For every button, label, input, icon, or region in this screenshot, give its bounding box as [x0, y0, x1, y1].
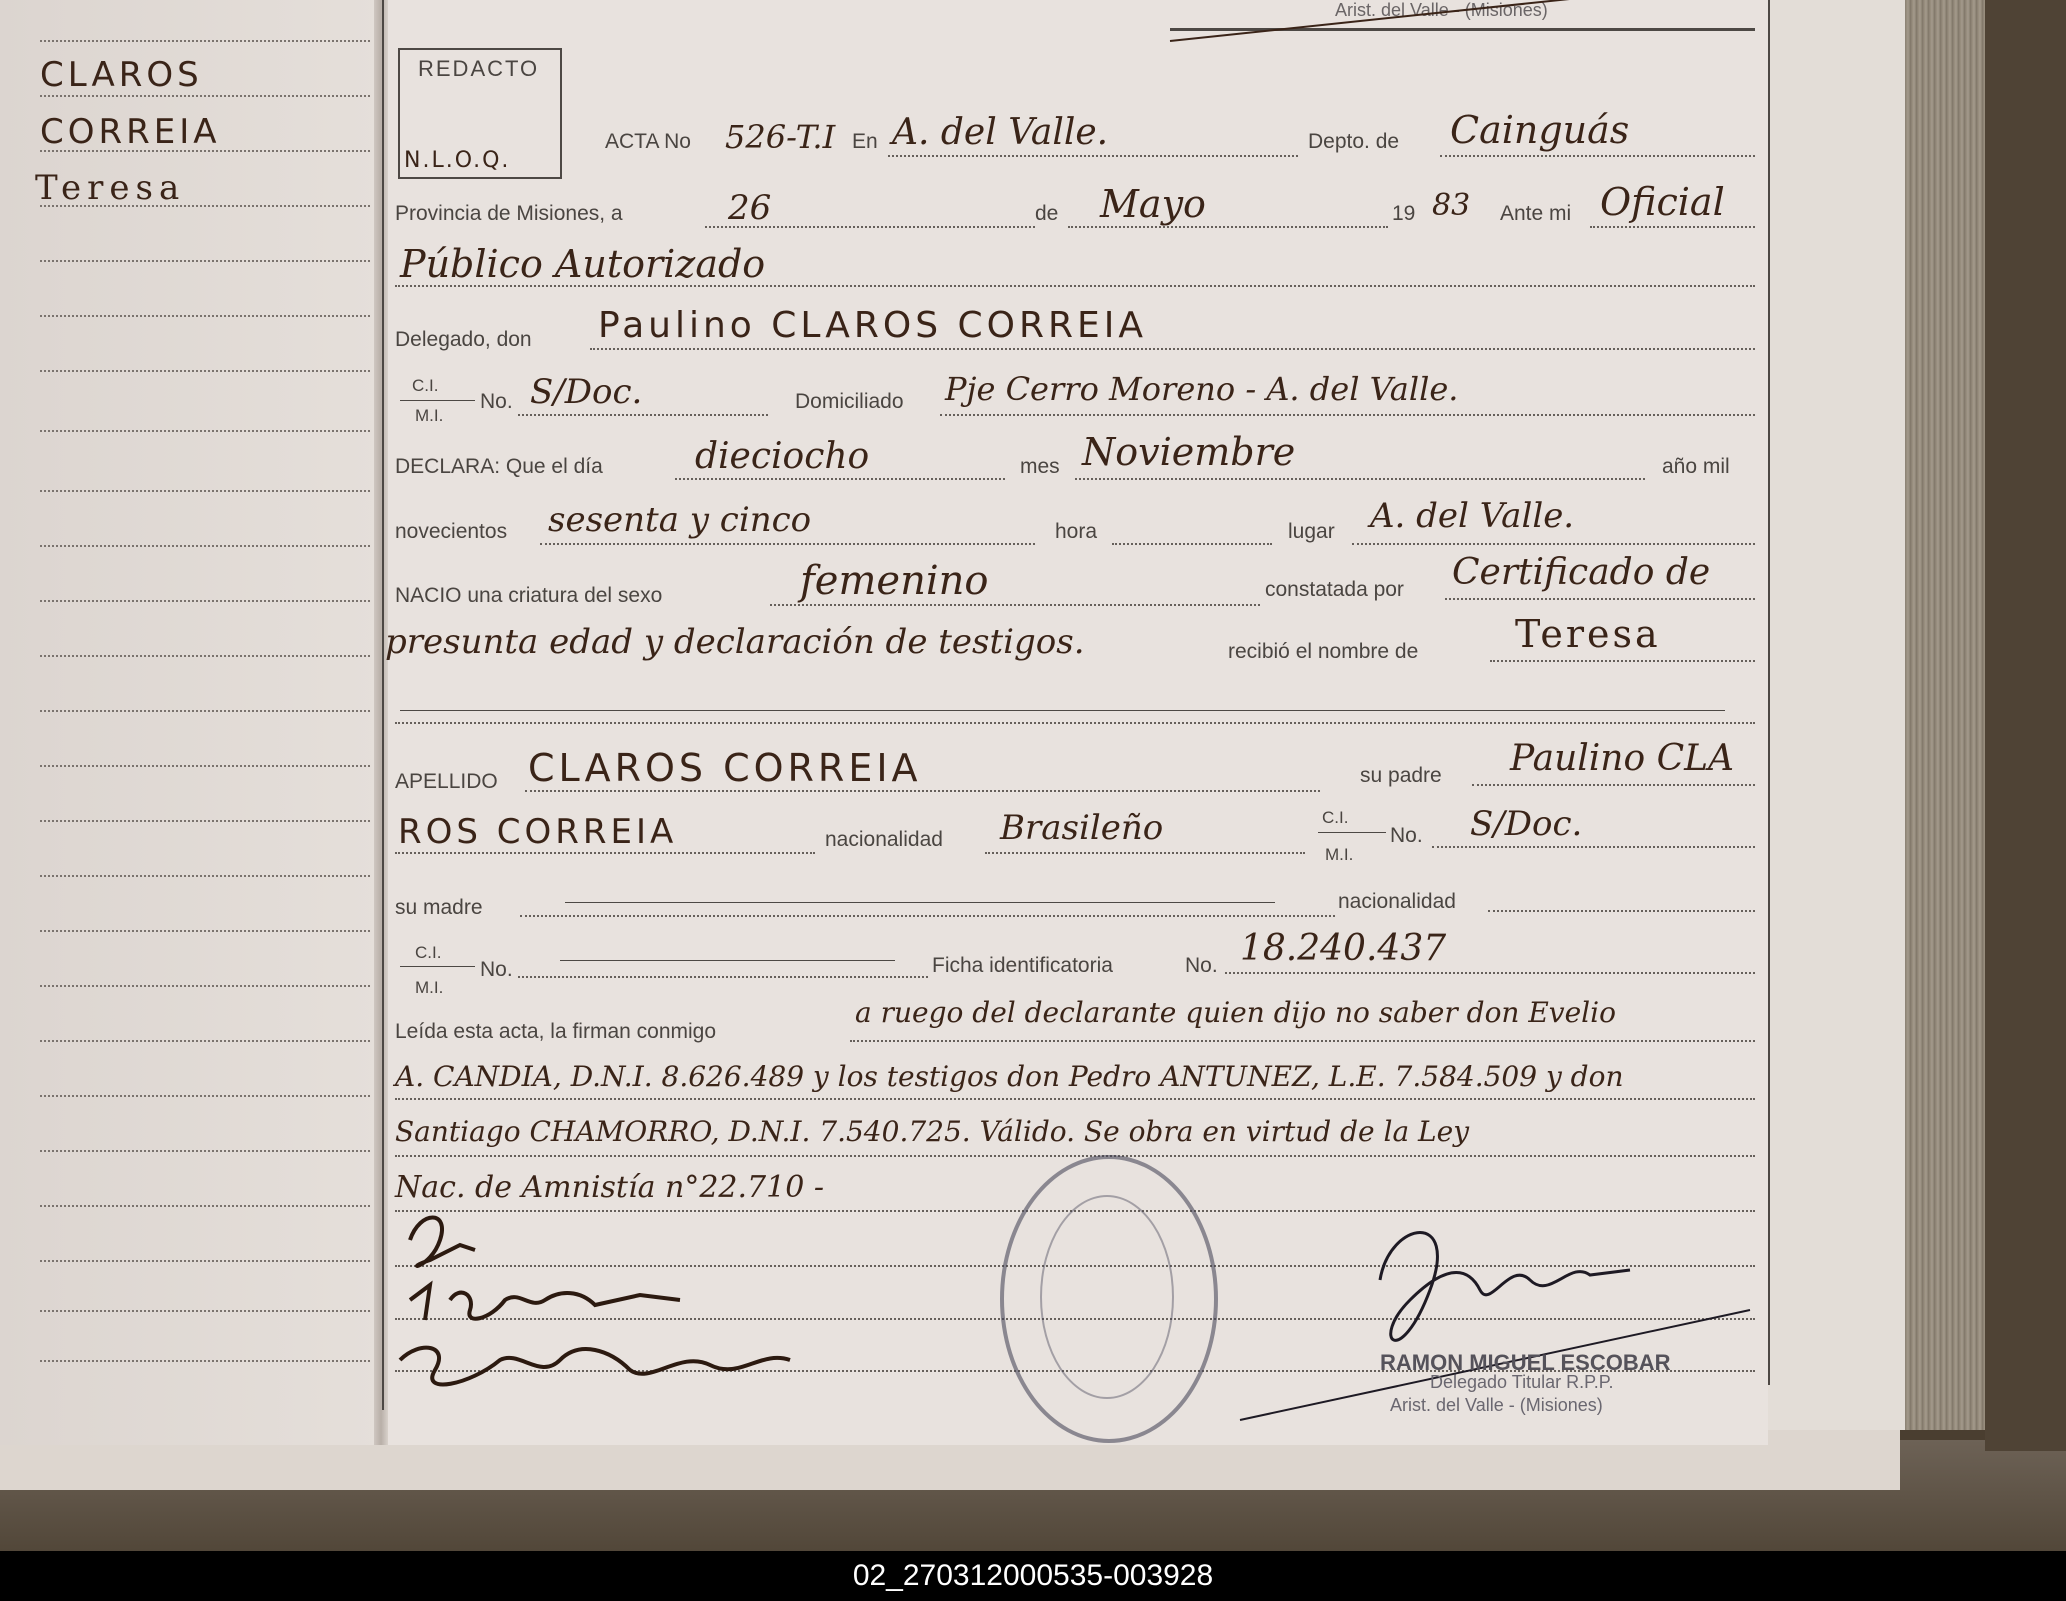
en-label: En	[852, 130, 878, 153]
ante-value-2: Público Autorizado	[400, 242, 766, 286]
margin-note-surname1: CLAROS	[40, 55, 203, 95]
day-value: 26	[728, 188, 772, 228]
ci-label-3: C.I.	[415, 943, 442, 962]
margin-note-given-name: Teresa	[35, 168, 186, 208]
no-label-1: No.	[480, 390, 513, 413]
de-label: de	[1035, 202, 1059, 225]
mes-value: Noviembre	[1082, 430, 1296, 474]
redacto-value: N.L.O.Q.	[404, 148, 511, 173]
leida-value-3: Santiago CHAMORRO, D.N.I. 7.540.725. Válido. Se obra en virtud de la Ley	[395, 1115, 1470, 1148]
ci-label-1: C.I.	[412, 376, 439, 395]
domiciliado-value: Pje Cerro Moreno - A. del Valle.	[945, 370, 1459, 408]
mi-label-3: M.I.	[415, 978, 444, 997]
ci-label-2: C.I.	[1322, 808, 1349, 827]
leida-label: Leída esta acta, la firman conmigo	[395, 1020, 717, 1043]
nombre-value: Teresa	[1515, 612, 1661, 656]
ante-value-1: Oficial	[1600, 180, 1725, 224]
mes-label: mes	[1020, 455, 1060, 478]
delegado-label: Delegado, don	[395, 328, 532, 351]
lugar-value: A. del Valle.	[1370, 496, 1575, 536]
image-id-caption: 02_270312000535-003928	[0, 1551, 2066, 1601]
redacto-label: REDACTO	[418, 56, 540, 81]
padre-nacionalidad-value: Brasileño	[1000, 808, 1164, 848]
padre-value-1: Paulino CLA	[1510, 738, 1735, 779]
anio-label: año mil	[1662, 455, 1730, 478]
constatada-value-1: Certificado de	[1452, 552, 1711, 593]
no-label-3: No.	[480, 958, 513, 981]
padre-value-2: ROS CORREIA	[398, 812, 678, 852]
no-label-2: No.	[1390, 824, 1423, 847]
doc-number-1: S/Doc.	[530, 372, 643, 412]
depto-label: Depto. de	[1308, 130, 1400, 153]
constatada-label: constatada por	[1265, 578, 1404, 601]
constatada-value-2: presunta edad y declaración de testigos.	[385, 622, 1085, 662]
apellido-value: CLAROS CORREIA	[528, 746, 922, 790]
leida-value-4: Nac. de Amnistía n°22.710 -	[395, 1170, 824, 1205]
recibio-label: recibió el nombre de	[1228, 640, 1419, 663]
nacio-label: NACIO una criatura del sexo	[395, 584, 663, 607]
novecientos-value: sesenta y cinco	[548, 500, 812, 540]
mi-label-2: M.I.	[1325, 845, 1354, 864]
month-value: Mayo	[1100, 182, 1206, 226]
novecientos-label: novecientos	[395, 520, 508, 543]
official-name: RAMON MIGUEL ESCOBAR	[1380, 1350, 1671, 1375]
ficha-value: 18.240.437	[1240, 928, 1447, 969]
book-spine	[1905, 0, 1985, 1430]
declara-label: DECLARA: Que el día	[395, 455, 603, 478]
left-margin-page	[0, 0, 382, 1445]
en-value: A. del Valle.	[892, 112, 1109, 153]
ficha-label: Ficha identificatoria	[932, 954, 1113, 977]
year-suffix: 83	[1432, 188, 1471, 223]
official-title: Delegado Titular R.P.P.	[1430, 1372, 1614, 1392]
year-prefix: 19	[1392, 202, 1416, 225]
nacionalidad-label-1: nacionalidad	[825, 828, 943, 851]
apellido-label: APELLIDO	[395, 770, 498, 793]
acta-number: 526-T.I	[725, 118, 836, 156]
header-stamp-text: Arist. del Valle - (Misiones)	[1335, 0, 1548, 20]
sexo-value: femenino	[800, 558, 989, 604]
dia-value: dieciocho	[695, 436, 870, 477]
provincia-label: Provincia de Misiones, a	[395, 202, 623, 225]
domiciliado-label: Domiciliado	[795, 390, 904, 413]
witness-signatures	[380, 1200, 1000, 1400]
padre-label: su padre	[1360, 764, 1442, 787]
leida-value-2: A. CANDIA, D.N.I. 8.626.489 y los testigos don Pedro ANTUNEZ, L.E. 7.584.509 y don	[395, 1060, 1624, 1093]
ficha-no-label: No.	[1185, 954, 1218, 977]
mi-label-1: M.I.	[415, 406, 444, 425]
depto-value: Cainguás	[1450, 108, 1630, 152]
hora-label: hora	[1055, 520, 1098, 543]
lugar-label: lugar	[1288, 520, 1335, 543]
madre-label: su madre	[395, 896, 483, 919]
delegado-value: Paulino CLAROS CORREIA	[598, 305, 1148, 346]
doc-number-2: S/Doc.	[1470, 804, 1583, 844]
official-seal-inner	[1040, 1195, 1174, 1399]
margin-note-surname2: CORREIA	[40, 112, 221, 152]
ante-label: Ante mi	[1500, 202, 1572, 225]
background-dark	[1985, 0, 2066, 1451]
acta-label: ACTA No	[605, 130, 691, 153]
official-place: Arist. del Valle - (Misiones)	[1390, 1395, 1603, 1415]
leida-value-1: a ruego del declarante quien dijo no saber don Evelio	[855, 996, 1616, 1029]
madre-nacionalidad-label: nacionalidad	[1338, 890, 1456, 913]
